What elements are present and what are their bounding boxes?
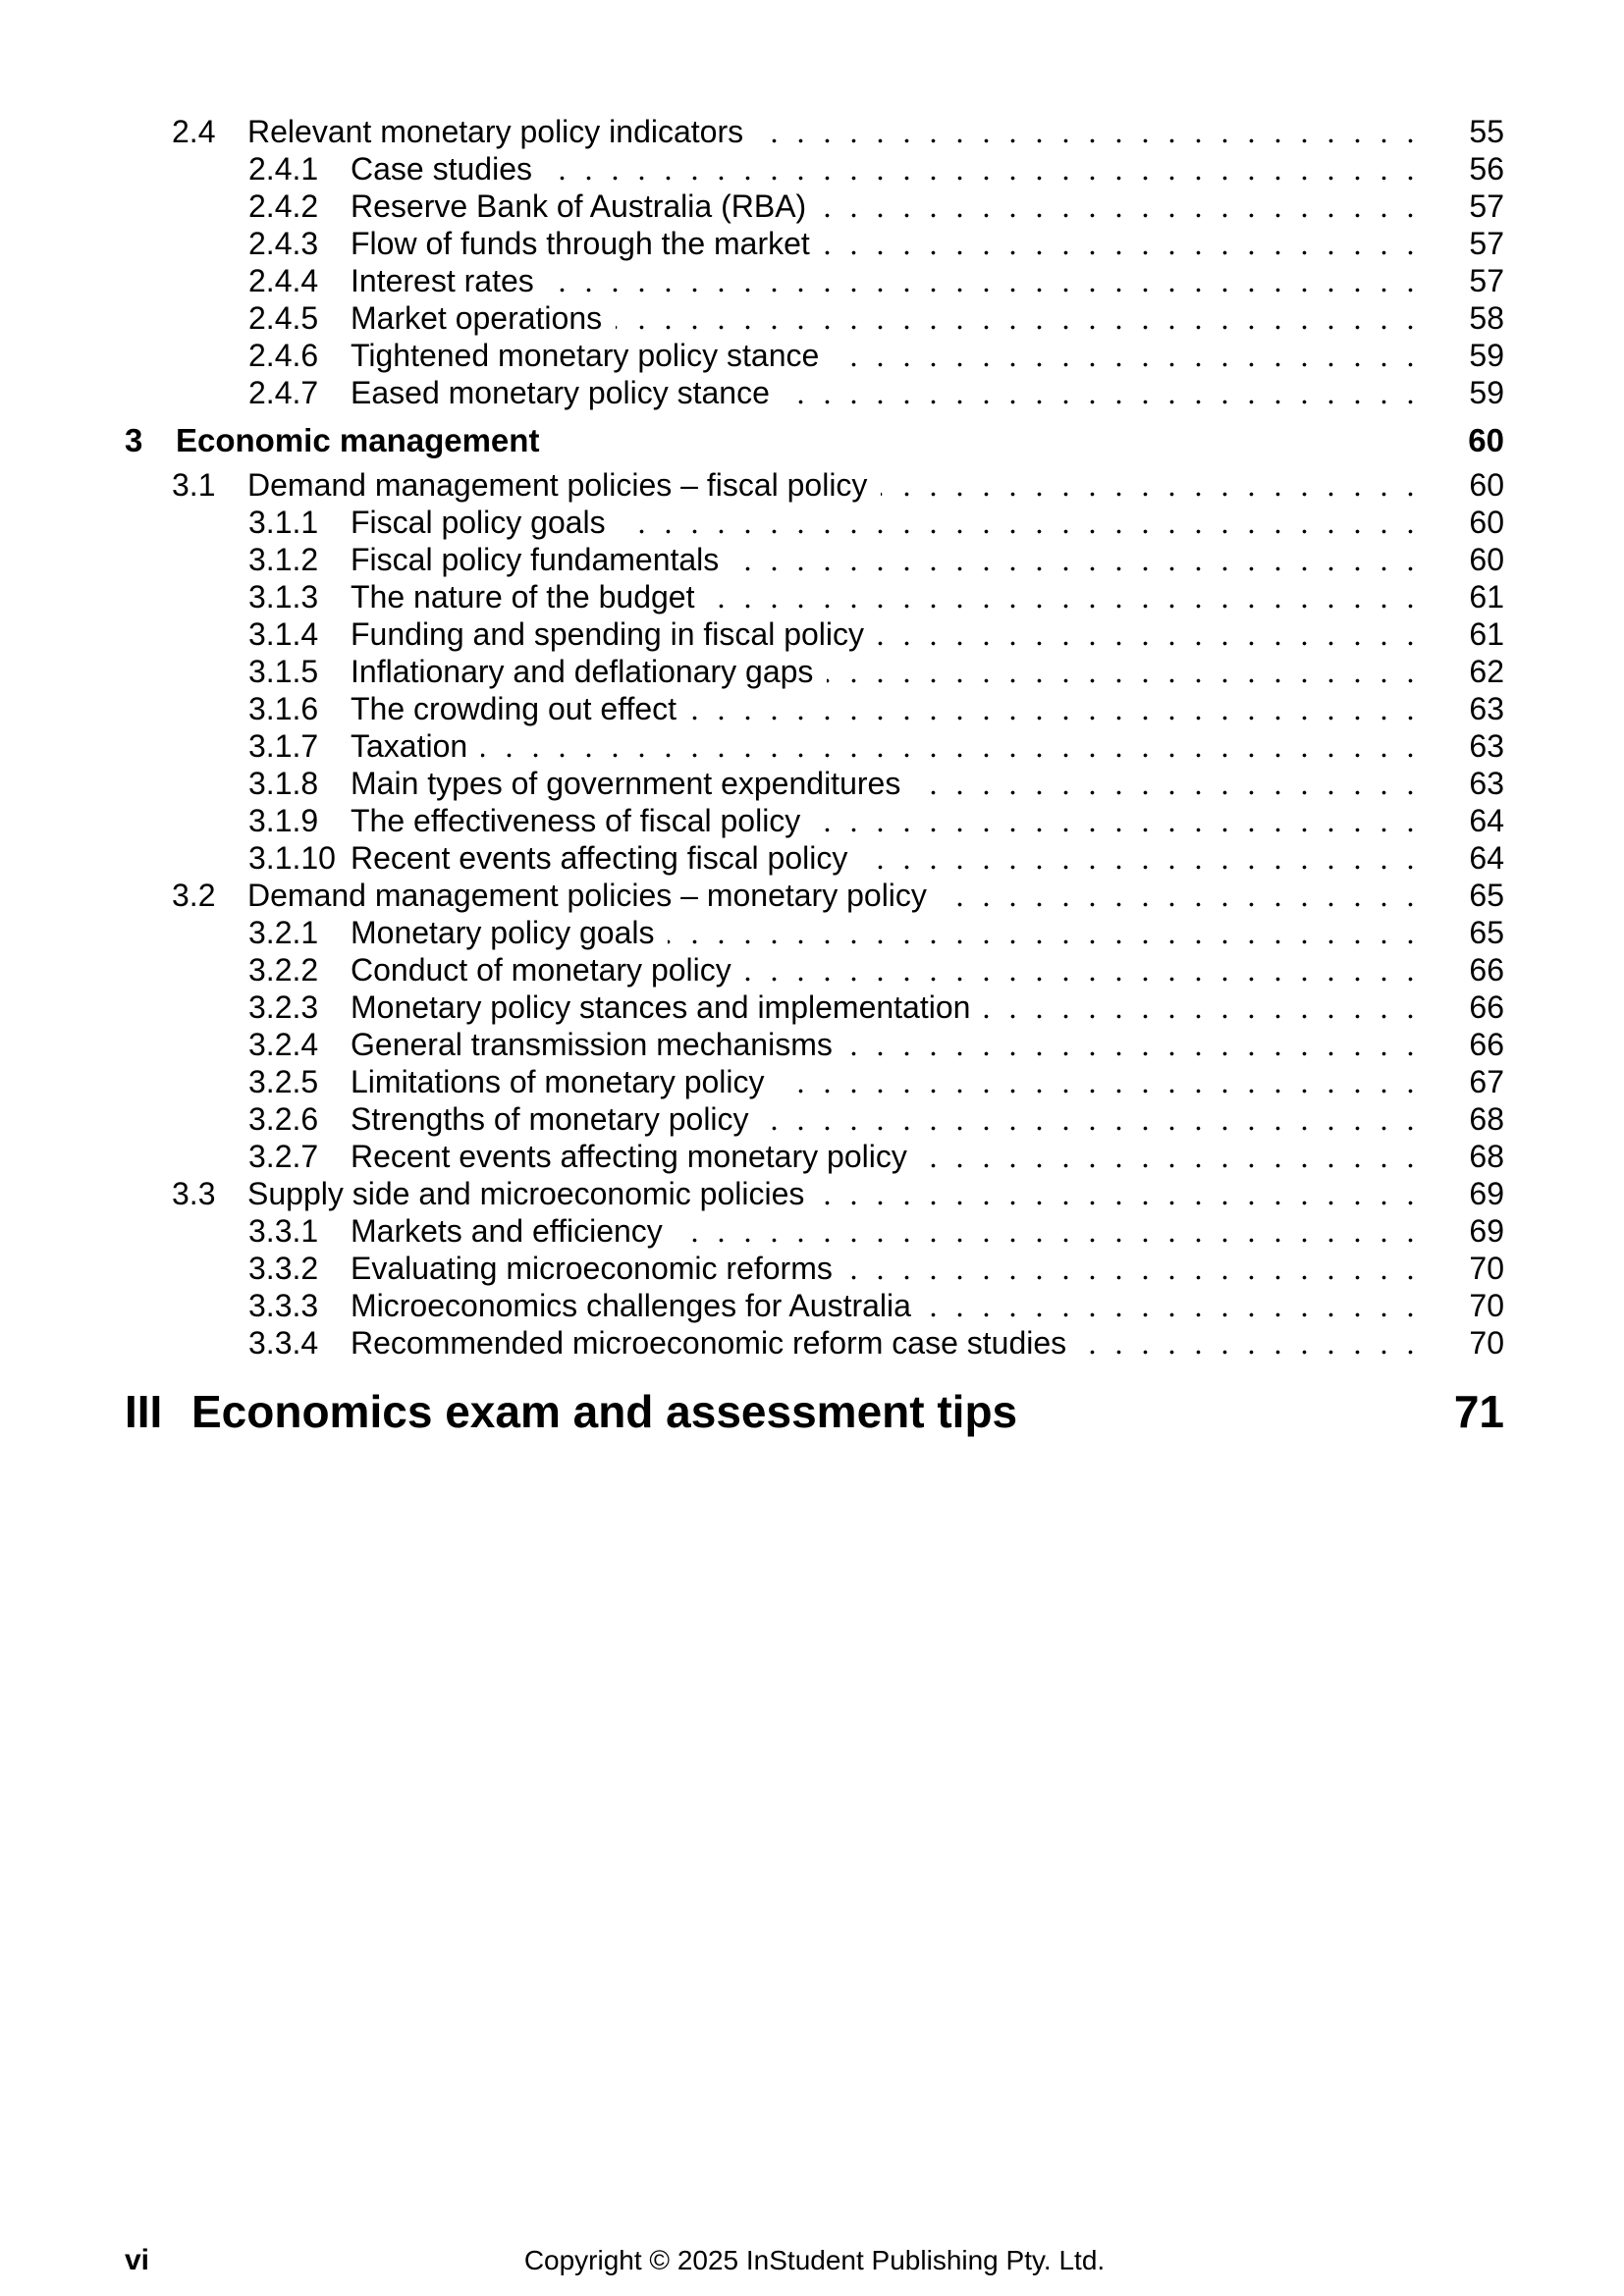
entry-page: 69: [1417, 1212, 1504, 1250]
entry-page: 59: [1417, 374, 1504, 411]
entry-number: 3.2: [125, 877, 247, 914]
dot-leader: [824, 225, 1417, 262]
entry-page: 56: [1417, 150, 1504, 187]
dot-leader: [914, 765, 1417, 802]
toc-entry: [125, 1026, 1504, 1063]
entry-title: The crowding out effect: [351, 690, 690, 727]
toc-entry: [125, 914, 1504, 951]
entry-title: Monetary policy stances and implementation: [351, 988, 984, 1026]
entry-page: 69: [1417, 1175, 1504, 1212]
toc-entry: [125, 727, 1504, 765]
entry-number: 3.1.3: [125, 578, 351, 615]
entry-page: 62: [1417, 653, 1504, 690]
entry-number: 3.2.2: [125, 951, 351, 988]
dot-leader: [925, 1287, 1417, 1324]
entry-page: 66: [1417, 988, 1504, 1026]
dot-leader: [779, 1063, 1417, 1100]
entry-title: Fiscal policy goals: [351, 504, 620, 541]
entry-page: 60: [1417, 466, 1504, 504]
dot-leader: [553, 419, 1417, 462]
toc-entry: [125, 1063, 1504, 1100]
dot-leader: [827, 653, 1417, 690]
entry-number: 3.1: [125, 466, 247, 504]
dot-leader: [820, 187, 1417, 225]
entry-title: Interest rates: [351, 262, 548, 299]
entry-page: 67: [1417, 1063, 1504, 1100]
entry-title: Conduct of monetary policy: [351, 951, 745, 988]
entry-title: Taxation: [351, 727, 481, 765]
entry-title: Inflationary and deflationary gaps: [351, 653, 827, 690]
entry-title: Market operations: [351, 299, 616, 337]
dot-leader: [818, 1175, 1417, 1212]
entry-title: Microeconomics challenges for Australia: [351, 1287, 925, 1324]
entry-title: Demand management policies – fiscal policy: [247, 466, 881, 504]
dot-leader: [921, 1138, 1417, 1175]
entry-page: 64: [1417, 802, 1504, 839]
entry-page: 60: [1417, 504, 1504, 541]
dot-leader: [616, 299, 1417, 337]
entry-page: 71: [1417, 1383, 1504, 1440]
entry-page: 58: [1417, 299, 1504, 337]
entry-number: 3.1.2: [125, 541, 351, 578]
entry-page: 65: [1417, 914, 1504, 951]
entry-number: 3.3.4: [125, 1324, 351, 1362]
toc-entry: [125, 877, 1504, 914]
toc-entry: [125, 466, 1504, 504]
entry-page: 59: [1417, 337, 1504, 374]
entry-number: 3.3.3: [125, 1287, 351, 1324]
entry-number: 3.1.7: [125, 727, 351, 765]
entry-page: 63: [1417, 727, 1504, 765]
entry-number: III: [125, 1383, 191, 1440]
dot-leader: [548, 262, 1417, 299]
entry-number: 2.4: [125, 113, 247, 150]
toc-entry: [125, 615, 1504, 653]
toc-entry: [125, 578, 1504, 615]
entry-number: 3.3.1: [125, 1212, 351, 1250]
entry-page: 60: [1417, 541, 1504, 578]
toc-entry: [125, 839, 1504, 877]
entry-title: Recent events affecting fiscal policy: [351, 839, 861, 877]
entry-number: 2.4.3: [125, 225, 351, 262]
entry-page: 61: [1417, 578, 1504, 615]
dot-leader: [846, 1026, 1417, 1063]
dot-leader: [757, 113, 1417, 150]
entry-page: 66: [1417, 951, 1504, 988]
entry-number: 2.4.1: [125, 150, 351, 187]
entry-title: Reserve Bank of Australia (RBA): [351, 187, 820, 225]
table-of-contents: [125, 113, 1504, 1440]
entry-number: 3.1.1: [125, 504, 351, 541]
dot-leader: [481, 727, 1417, 765]
dot-leader: [784, 374, 1417, 411]
dot-leader: [861, 839, 1417, 877]
toc-entry: [125, 1250, 1504, 1287]
entry-page: 57: [1417, 225, 1504, 262]
toc-entry: [125, 653, 1504, 690]
toc-entry: [125, 374, 1504, 411]
entry-number: 3.1.10: [125, 839, 351, 877]
entry-page: 70: [1417, 1250, 1504, 1287]
entry-title: Limitations of monetary policy: [351, 1063, 779, 1100]
entry-page: 68: [1417, 1138, 1504, 1175]
dot-leader: [881, 466, 1417, 504]
toc-entry: [125, 187, 1504, 225]
dot-leader: [833, 337, 1417, 374]
entry-title: Eased monetary policy stance: [351, 374, 784, 411]
entry-page: 63: [1417, 765, 1504, 802]
toc-entry: [125, 690, 1504, 727]
entry-title: Funding and spending in fiscal policy: [351, 615, 878, 653]
entry-title: Demand management policies – monetary policy: [247, 877, 941, 914]
dot-leader: [846, 1250, 1417, 1287]
entry-page: 68: [1417, 1100, 1504, 1138]
entry-number: 3.2.7: [125, 1138, 351, 1175]
entry-number: 3.3.2: [125, 1250, 351, 1287]
entry-page: 65: [1417, 877, 1504, 914]
entry-number: 2.4.5: [125, 299, 351, 337]
toc-entry: [125, 1383, 1504, 1440]
toc-entry: [125, 150, 1504, 187]
entry-number: 3.2.5: [125, 1063, 351, 1100]
entry-title: Evaluating microeconomic reforms: [351, 1250, 846, 1287]
dot-leader: [708, 578, 1417, 615]
entry-number: 3.1.5: [125, 653, 351, 690]
entry-page: 61: [1417, 615, 1504, 653]
dot-leader: [1031, 1383, 1417, 1440]
entry-title: The effectiveness of fiscal policy: [351, 802, 814, 839]
entry-title: Flow of funds through the market: [351, 225, 824, 262]
entry-number: 2.4.6: [125, 337, 351, 374]
toc-entry: [125, 1175, 1504, 1212]
footer-page-number: vi: [125, 2244, 150, 2276]
entry-title: Economics exam and assessment tips: [191, 1383, 1031, 1440]
toc-entry: [125, 419, 1504, 462]
entry-title: Recent events affecting monetary policy: [351, 1138, 921, 1175]
entry-number: 3.2.1: [125, 914, 351, 951]
dot-leader: [941, 877, 1417, 914]
entry-title: Markets and efficiency: [351, 1212, 677, 1250]
page-footer: [125, 2241, 1504, 2280]
entry-number: 3.2.4: [125, 1026, 351, 1063]
dot-leader: [620, 504, 1417, 541]
entry-number: 3.2.3: [125, 988, 351, 1026]
toc-entry: [125, 541, 1504, 578]
entry-title: General transmission mechanisms: [351, 1026, 846, 1063]
entry-title: Tightened monetary policy stance: [351, 337, 833, 374]
entry-title: Monetary policy goals: [351, 914, 668, 951]
toc-entry: [125, 113, 1504, 150]
entry-title: Recommended microeconomic reform case studies: [351, 1324, 1080, 1362]
toc-entry: [125, 1138, 1504, 1175]
entry-page: 63: [1417, 690, 1504, 727]
dot-leader: [668, 914, 1417, 951]
dot-leader: [546, 150, 1417, 187]
entry-title: Supply side and microeconomic policies: [247, 1175, 818, 1212]
entry-number: 3.1.8: [125, 765, 351, 802]
dot-leader: [878, 615, 1417, 653]
dot-leader: [732, 541, 1417, 578]
entry-number: 3.1.4: [125, 615, 351, 653]
dot-leader: [1080, 1324, 1417, 1362]
entry-number: 3.2.6: [125, 1100, 351, 1138]
toc-entry: [125, 225, 1504, 262]
dot-leader: [984, 988, 1417, 1026]
dot-leader: [677, 1212, 1417, 1250]
dot-leader: [763, 1100, 1417, 1138]
entry-title: Fiscal policy fundamentals: [351, 541, 732, 578]
toc-entry: [125, 337, 1504, 374]
toc-entry: [125, 951, 1504, 988]
entry-page: 66: [1417, 1026, 1504, 1063]
entry-number: 2.4.7: [125, 374, 351, 411]
entry-number: 3.3: [125, 1175, 247, 1212]
entry-number: 2.4.2: [125, 187, 351, 225]
entry-title: Relevant monetary policy indicators: [247, 113, 757, 150]
entry-number: 3.1.6: [125, 690, 351, 727]
entry-page: 64: [1417, 839, 1504, 877]
entry-title: Economic management: [176, 419, 553, 462]
dot-leader: [814, 802, 1417, 839]
toc-entry: [125, 1100, 1504, 1138]
entry-number: 3.1.9: [125, 802, 351, 839]
entry-page: 57: [1417, 187, 1504, 225]
toc-entry: [125, 299, 1504, 337]
entry-page: 60: [1417, 419, 1504, 462]
entry-number: 3: [125, 419, 176, 462]
toc-entry: [125, 988, 1504, 1026]
toc-entry: [125, 1212, 1504, 1250]
footer-copyright: Copyright © 2025 InStudent Publishing Pty. Ltd.: [523, 2245, 1106, 2275]
entry-title: Case studies: [351, 150, 546, 187]
entry-page: 57: [1417, 262, 1504, 299]
entry-title: The nature of the budget: [351, 578, 708, 615]
entry-number: 2.4.4: [125, 262, 351, 299]
entry-page: 55: [1417, 113, 1504, 150]
dot-leader: [690, 690, 1417, 727]
entry-page: 70: [1417, 1287, 1504, 1324]
toc-entry: [125, 504, 1504, 541]
toc-entry: [125, 802, 1504, 839]
toc-entry: [125, 765, 1504, 802]
entry-title: Strengths of monetary policy: [351, 1100, 763, 1138]
toc-entry: [125, 262, 1504, 299]
dot-leader: [745, 951, 1417, 988]
entry-page: 70: [1417, 1324, 1504, 1362]
toc-entry: [125, 1287, 1504, 1324]
entry-title: Main types of government expenditures: [351, 765, 914, 802]
toc-entry: [125, 1324, 1504, 1362]
